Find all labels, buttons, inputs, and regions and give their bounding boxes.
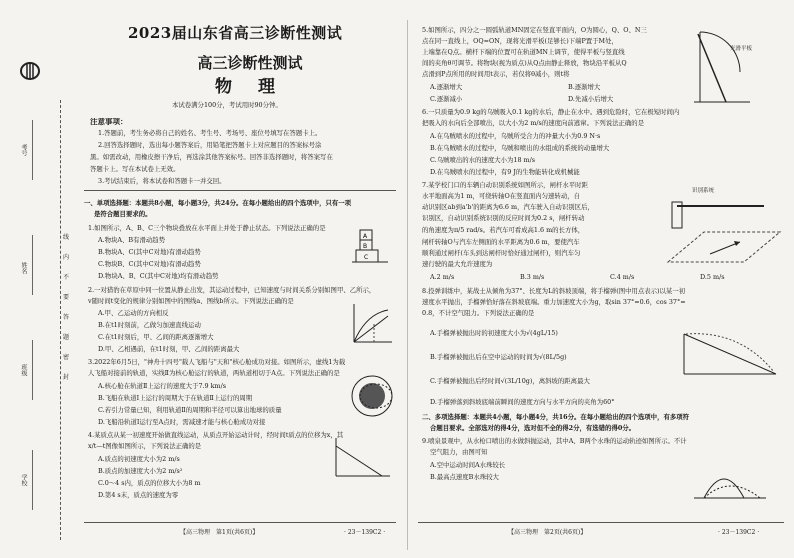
page1-subject: 物 理 <box>215 77 285 97</box>
option-line: A.质点的初速度大小为2 m/s <box>98 455 180 463</box>
seal-char: 要 <box>62 294 69 301</box>
seal-char: 线 <box>62 234 69 241</box>
side-label-xuexiao: 学校 <box>20 474 27 486</box>
fountain-figure <box>690 460 770 504</box>
notice-heading: 注意事项： <box>90 118 128 126</box>
page1-title: 高三诊断性测试 <box>197 54 303 72</box>
option-line: D.甲、乙相遇前，在t1时刻，甲、乙间的距离最大 <box>98 345 240 353</box>
question-line: 8.投弹训练中，某战士从倾角为37°、长度为L的斜坡顶端，将手榴弹(图中用点表示)以某一初 <box>422 287 686 295</box>
question-line: 动识别区ab到a'b'的距离为6.6 m，汽车驶入自动识别区后， <box>422 203 594 211</box>
fig-label-plate: 光滑平板 <box>730 46 753 52</box>
option-line: B.在乌贼喷水的过程中，乌贼和喷出的水组成的系统的动量增大 <box>430 144 610 152</box>
option-line: C.逐渐减小 <box>430 95 463 103</box>
option-line: B.最高点速度B水珠较大 <box>430 473 499 481</box>
xt-graph-figure <box>330 436 394 482</box>
gate-figure <box>664 182 784 272</box>
section-heading: 一、单项选择题：本题共8小题，每小题3分，共24分。在每小题给出的四个选项中，只有一项 <box>84 199 352 207</box>
question-line: x/t—t图像如图所示，下列说法正确的是 <box>88 442 202 450</box>
option-line: A.物块A、B有滑动趋势 <box>98 236 166 244</box>
question-line: 4.某质点从某一初速度开始做直线运动，从质点开始运动计时，经时间t质点的位移为x，其 <box>88 431 344 439</box>
option-line: B.手榴弹被抛出后在空中运动的时间为√(8L/5g) <box>430 353 567 361</box>
notice-line: 答题卡上。写在本试卷上无效。 <box>90 165 180 173</box>
svg-text:B: B <box>363 243 368 250</box>
option-line: C.手榴弹被抛出后经时间√(3L/10g)，离斜坡的距离最大 <box>430 377 590 385</box>
question-line: 点在同一直线上，OQ=ON，现将光滑平板(足够长)下端P置于M处， <box>422 37 618 45</box>
notice-line: 3.考试结束后，将本试卷和答题卡一并交回。 <box>98 177 226 185</box>
option-line: D.手榴弹落到斜坡底端前瞬间的速度方向与水平方向的夹角为60° <box>430 398 615 406</box>
side-label-banji: 班级 <box>20 364 27 376</box>
blocks-figure <box>352 226 392 270</box>
question-line: 空气阻力，由图可知 <box>430 448 488 456</box>
seal-char: 不 <box>62 274 69 281</box>
side-label-xingming: 姓名 <box>20 262 27 274</box>
page2-footer-left: 【高三物理 第2页(共6页)】 <box>508 529 587 536</box>
option-line: D.第4 s末，质点的速度为零 <box>98 491 179 499</box>
option-line: B.在t1时刻前，乙做匀加速直线运动 <box>98 321 201 329</box>
arc-track-figure <box>690 22 760 112</box>
section-heading: 合题目要求。全部选对的得4分，选对但不全的得2分，有选错的得0分。 <box>430 424 636 432</box>
question-line: 2.一对猎豹在草原中同一位置从静止出发，其运动过程中，已知速度与时间关系分别如图甲、乙所示， <box>88 286 376 294</box>
option-line: D.物块A、B、C(其中C对地)均有滑动趋势 <box>98 272 219 280</box>
slope-figure <box>680 328 780 378</box>
question-line: 7.某学校门口的车辆自动识别系统如图所示，闸杆水平时距 <box>422 181 588 189</box>
option-line: D.在乌贼喷水的过程中，有9 J的生物能转化成机械能 <box>430 168 580 176</box>
seal-char: 内 <box>62 254 69 261</box>
option-line: C.乌贼喷出的水的速度大小为18 m/s <box>430 156 536 164</box>
svg-text:C: C <box>364 254 369 261</box>
option-line: B.3 m/s <box>520 273 545 281</box>
option-line: B.飞船在轨道Ⅰ上运行的周期大于在轨道Ⅱ上运行的周期 <box>98 394 253 402</box>
option-line: D.先减小后增大 <box>568 95 614 103</box>
page1-info: 本试卷满分100分，考试用时90分钟。 <box>172 101 282 109</box>
question-line: v随时间t变化的规律分别如图中的图线a、图线b所示。下列说法正确的是 <box>88 297 294 305</box>
school-logo <box>20 62 40 80</box>
question-line: 5.如图所示，四分之一圆弧轨道MN固定在竖直平面内，O为圆心，Q、O、N三 <box>422 26 647 34</box>
option-line: A.核心舱在轨道Ⅱ上运行的速度大于7.9 km/s <box>98 382 227 390</box>
option-line: A.手榴弹被抛出时的初速度大小为√(4gL/15) <box>430 329 558 337</box>
question-line: 9.喷泉景观中，从水枪口喷出的水做斜抛运动，其中A、B两个水珠的运动轨迹如图所示。不计 <box>422 437 687 445</box>
question-line: 顺利通过闸杆(车头到达闸杆时恰好通过闸杆)，则汽车匀 <box>422 249 581 257</box>
orbit-figure <box>350 374 394 418</box>
option-line: A.甲、乙运动的方向相反 <box>98 309 169 317</box>
question-line: 人飞船对接前的轨道，实线Ⅱ为核心舱运行的轨道，两轨道相切于A点。下列说法正确的是 <box>88 369 340 377</box>
option-line: C.若引力常量已知，利用轨道Ⅱ的周期和半径可以算出地球的质量 <box>98 406 282 414</box>
option-line: D.5 m/s <box>700 273 725 281</box>
option-line: C.0～4 s内，质点的位移大小为8 m <box>98 479 201 487</box>
exam-header-title: 2023届山东省高三诊断性测试 <box>128 24 343 42</box>
option-line: B.物块A、C(其中C对地)有滑动趋势 <box>98 248 201 256</box>
question-line: 识别区，自动识别系统识别的反应时间为0.2 s，闸杆转动 <box>422 214 585 222</box>
notice-line: 2.回答选择题时，选出每小题答案后，用铅笔把答题卡上对应题目的答案标号涂 <box>98 141 322 149</box>
option-line: C.物块B、C(其中C对地)有滑动趋势 <box>98 260 201 268</box>
page1-footer-left: 【高三物理 第1页(共6页)】 <box>180 529 259 536</box>
section-heading: 是符合题目要求的。 <box>94 210 152 218</box>
page1-footer-right: · 23－139C2 · <box>344 529 386 536</box>
question-line: 间的夹角θ可调节。将物块(视为质点)从Q点由静止释放，物块沿平板从Q <box>422 59 627 67</box>
option-line: A.空中运动时间A水珠较长 <box>430 461 506 469</box>
option-line: A.逐渐增大 <box>430 83 463 91</box>
question-line: 的角速度为π/5 rad/s。若汽车可看成高1.6 m的长方体， <box>422 226 585 234</box>
question-line: 1.如图所示，A、B、C三个物块叠放在水平面上并处于静止状态。下列说法正确的是 <box>88 224 326 232</box>
svg-text:A: A <box>363 233 368 240</box>
option-line: D.飞船沿轨道Ⅰ运行至A点时，需减速才能与核心舱成功对接 <box>98 418 266 426</box>
section-heading: 二、多项选择题：本题共4小题，每小题4分，共16分。在每小题给出的四个选项中，有多项符 <box>422 413 690 421</box>
page2-footer-right: · 23－139C2 · <box>718 529 760 536</box>
notice-line: 1.答题前，考生务必将自己的姓名、考生号、考场号、座位号填写在答题卡上。 <box>98 129 322 137</box>
question-line: 点滑到P点所用的时间用t表示，若仅将θ减小，则t将 <box>422 70 570 78</box>
option-line: C.在t1时刻后，甲、乙间的距离逐渐增大 <box>98 333 214 341</box>
question-line: 闸杆转轴O与汽车左侧面的水平距离为0.6 m，要使汽车 <box>422 238 580 246</box>
side-label-kaohao: 考号 <box>20 144 27 156</box>
vt-graph-figure <box>348 302 394 348</box>
question-line: 速度水平抛出，手榴弹恰好落在斜坡底端。重力加速度大小为g，取sin 37°=0.6，cos 37°= <box>422 298 686 306</box>
question-line: 6.一只质量为0.9 kg的乌贼吸入0.1 kg的水后，静止在水中。遇到危险时，它在极短时间内 <box>422 108 680 116</box>
option-line: B.质点的加速度大小为2 m/s² <box>98 467 183 475</box>
seal-line <box>60 100 61 540</box>
question-line: 3.2022年6月5日，"神舟十四号"载人飞船与"天和"核心舱成功对接。如图所示，虚线1为载 <box>88 358 346 366</box>
option-line: A.在乌贼喷水的过程中，乌贼所受合力的冲量大小为0.9 N·s <box>430 132 601 140</box>
option-line: A.2 m/s <box>430 273 455 281</box>
seal-char: 密 <box>62 354 69 361</box>
option-line: C.4 m/s <box>610 273 635 281</box>
seal-char: 封 <box>62 374 69 381</box>
question-line: 上端靠在Q点。横杆下端的位置可在轨道MN上调节，使得平板与竖直线 <box>422 48 625 56</box>
option-line: B.逐渐增大 <box>568 83 601 91</box>
seal-char: 题 <box>62 334 69 341</box>
question-line: 把吸入的水向后全部喷出，以大小为2 m/s的速度向前逃窜。下列说法正确的是 <box>422 119 645 127</box>
seal-char: 答 <box>62 314 69 321</box>
question-line: 0.8，不计空气阻力。下列说法正确的是 <box>422 309 535 317</box>
question-line: 速行驶的最大允许速度为 <box>422 260 493 268</box>
question-line: 水平地面高为1 m，可绕转轴O在竖直面内匀速转动，自 <box>422 192 580 200</box>
fig-label-system: 识别系统 <box>692 188 715 194</box>
notice-line: 黑。如需改动，用橡皮擦干净后，再选涂其他答案标号。回答非选择题时，将答案写在 <box>90 153 333 161</box>
